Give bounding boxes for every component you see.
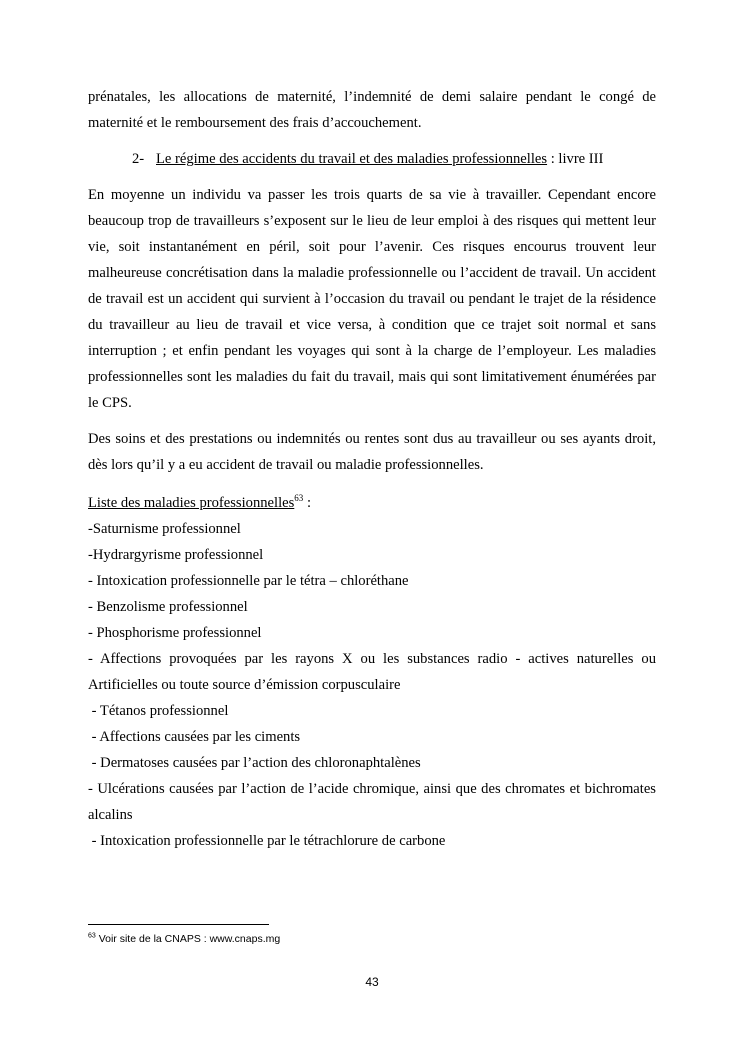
list-item: -Saturnisme professionnel bbox=[88, 521, 241, 537]
list-item: - Intoxication professionnelle par le tétra – chloréthane bbox=[88, 573, 409, 589]
list-item: - Ulcérations causées par l’action de l’acide chromique, ainsi que des chromates et bichromates alcalins bbox=[88, 781, 660, 823]
section-suffix: : livre III bbox=[547, 151, 604, 167]
footnote-number: 63 bbox=[88, 932, 96, 940]
list-item: - Tétanos professionnel bbox=[88, 703, 229, 719]
intro-paragraph: prénatales, les allocations de maternité, l’indemnité de demi salaire pendant le congé de maternité et le remboursement des frais d’accouchement. bbox=[88, 89, 656, 131]
footnote bbox=[88, 932, 280, 946]
list-item: - Dermatoses causées par l’action des chloronaphtalènes bbox=[88, 755, 421, 771]
body-paragraph-2: Des soins et des prestations ou indemnités ou rentes sont dus au travailleur ou ses ayants droit, dès lors qu’il y a eu accident de travail ou maladie professionnelles. bbox=[88, 431, 656, 473]
disease-list bbox=[88, 516, 660, 854]
footnote-divider bbox=[88, 924, 269, 925]
list-title bbox=[88, 490, 656, 516]
list-item: - Intoxication professionnelle par le tétrachlorure de carbone bbox=[88, 833, 446, 849]
section-title: Le régime des accidents du travail et des maladies professionnelles bbox=[156, 151, 548, 167]
page-number: 43 bbox=[365, 975, 379, 989]
footnote-text: Voir site de la CNAPS : www.cnaps.mg bbox=[95, 933, 281, 945]
section-heading bbox=[88, 146, 656, 172]
body-paragraph-1: En moyenne un individu va passer les trois quarts de sa vie à travailler. Cependant encore beaucoup trop de travailleurs s’exposent sur le lieu de leur emploi à des risques qui mettent leur vie, soit instantanément en péril, soit pour l’avenir. Ces risques encourus trouvent leur malheureuse concrétisation dans la maladie professionnelle ou l’accident de travail. Un accident de travail est un accident qui survient à l’occasion du travail ou pendant le trajet de la résidence du travailleur au lieu de travail et vice versa, à condition que ce trajet soit normal et sans interruption ; et enfin pendant les voyages qui sont à la charge de l’employeur. Les maladies professionnelles sont les maladies du fait du travail, mais qui sont limitativement énumérées par le CPS. bbox=[88, 187, 656, 411]
list-title-suffix: : bbox=[303, 495, 311, 511]
list-item: - Phosphorisme professionnel bbox=[88, 625, 262, 641]
list-item: - Affections causées par les ciments bbox=[88, 729, 301, 745]
list-title-text: Liste des maladies professionnelles bbox=[88, 495, 295, 511]
list-item: -Hydrargyrisme professionnel bbox=[88, 547, 264, 563]
document-page bbox=[88, 84, 660, 854]
section-number: 2- bbox=[132, 151, 145, 167]
footnote-reference[interactable]: 63 bbox=[294, 493, 304, 504]
list-item: - Affections provoquées par les rayons X ou les substances radio - actives naturelles ou Artificielles ou toute source d’émission corpusculaire bbox=[88, 651, 659, 693]
list-item: - Benzolisme professionnel bbox=[88, 599, 248, 615]
